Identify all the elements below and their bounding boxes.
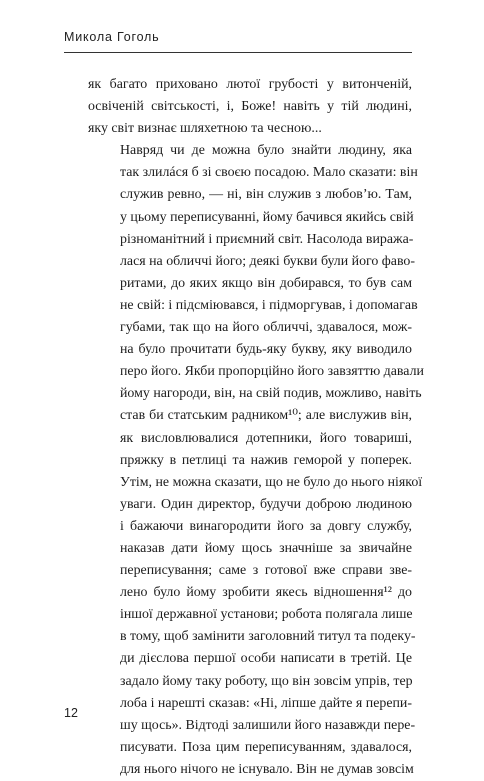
text-line: різноманітний і приємний світ. Насолода виража- [120,231,414,247]
text-line: ди дієслова першої особи написати в третій. Це [120,651,412,667]
text-line: освіченій світськості, і, Боже! навіть у тій людині, [88,99,412,115]
text-line: лася на обличчі його; деякі букви були його фаво- [120,253,415,269]
text-line: в тому, щоб замінити заголовний титул та подеку- [120,629,416,645]
page-body [88,74,424,781]
text-line: шу щось». Відтоді залишили його назавжди пере- [120,717,416,733]
text-line: наказав дати йому щось значніше за звичайне [120,540,412,556]
text-line: переписування; саме з готової вже справи зве- [120,563,412,579]
text-line: йому нагороди, він, на свій подив, можливо, навіть [120,386,422,402]
text-line: не свій: і підсміювався, і підморгував, і допомагав [120,297,418,313]
text-line: іншої державної установи; робота полягала лише [120,607,413,623]
text-line: яку світ визнає шляхетною та чесною... [88,121,322,137]
text-line: задало йому таку роботу, що він зовсім упрів, тер [120,673,413,689]
text-line: перо його. Якби пропорційно його завзяттю давали [120,364,424,380]
text-line: на було прочитати будь-яку букву, яку виводило [120,342,412,358]
page-number: 12 [64,706,78,720]
text-line: служив ревно, — ні, він служив з любов’ю. Там, [120,187,412,203]
text-line: Навряд чи де можна було знайти людину, яка [120,143,412,159]
text-line: як багато приховано лютої грубості у витонченій, [88,77,412,92]
header-divider [64,52,412,53]
text-line: Утім, не можна сказати, що не було до нього ніякої [120,474,423,490]
paragraph-1 [88,74,412,140]
text-line: лоба і нарешті сказав: «Ні, ліпше дайте я перепи- [120,695,412,711]
text-line: губами, так що на його обличчі, здавалося, мож- [120,320,412,336]
text-line: став би статським радником¹⁰; але вислужив він, [120,408,412,424]
running-header: Микола Гоголь [64,30,160,44]
text-line: у цьому переписуванні, йому бачився якийсь свій [120,209,414,225]
text-line: лено було йому зробити якесь відношення¹² до [120,585,412,601]
text-line: як висловлювалися дотепники, його товариші, [120,430,412,446]
text-line: уваги. Один директор, будучи доброю людиною [120,496,412,512]
paragraph-2 [88,140,424,781]
text-line: для нього нічого не існувало. Він не думав зовсім [120,761,414,777]
text-line: і бажаючи винагородити його за довгу службу, [120,518,412,534]
text-line: ритами, до яких якщо він добирався, то був сам [120,275,412,291]
text-line: пряжку в петлиці та нажив геморой у поперек. [120,452,412,468]
text-line: писувати. Поза цим переписуванням, здавалося, [120,739,412,755]
text-line: так злилáся б зі своєю посадою. Мало сказати: він [120,165,418,181]
